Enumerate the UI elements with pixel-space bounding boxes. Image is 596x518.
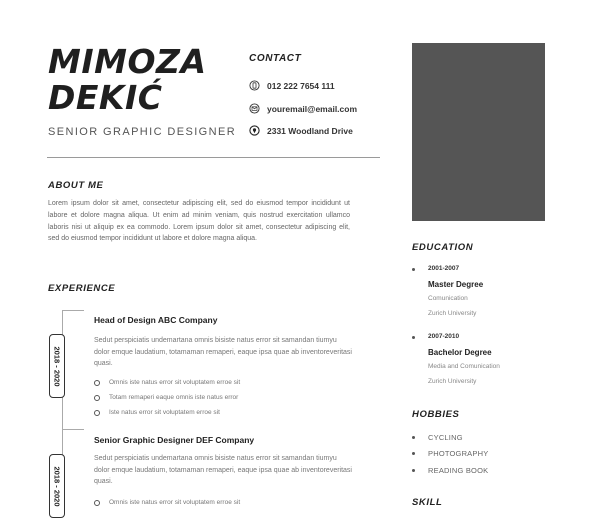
- job-role: SENIOR GRAPHIC DESIGNER: [48, 126, 237, 138]
- education-years: 2001-2007: [428, 265, 460, 272]
- hobby-item: READING BOOK: [412, 466, 488, 475]
- job-dates-badge: [49, 454, 65, 518]
- job-bullet: Iste natus error sit voluptatem erroe sit: [94, 409, 220, 416]
- phone-text: 012 222 7654 111: [267, 80, 335, 91]
- about-heading: ABOUT ME: [48, 180, 104, 191]
- address-text: 2331 Woodland Drive: [267, 125, 353, 136]
- hobby-item: CYCLING: [412, 433, 463, 442]
- experience-heading: EXPERIENCE: [48, 283, 116, 294]
- education-years: 2007-2010: [428, 333, 460, 340]
- job-title: Head of Design ABC Company: [94, 315, 218, 325]
- job-title: Senior Graphic Designer DEF Company: [94, 435, 255, 445]
- job-bullet: Omnis iste natus error sit voluptatem erroe sit: [94, 499, 240, 506]
- education-heading: EDUCATION: [412, 242, 474, 253]
- job-dates-badge: [49, 334, 65, 398]
- bullet-dot-icon: [412, 469, 415, 472]
- education-degree: Bachelor Degree: [428, 348, 492, 357]
- hobbies-heading: HOBBIES: [412, 409, 460, 420]
- timeline-tick: [62, 429, 84, 430]
- header-divider: [47, 157, 380, 158]
- job-dates: 2018 - 2020: [52, 345, 62, 387]
- contact-address: [249, 125, 353, 136]
- job-dates: 2018 - 2020: [52, 465, 62, 507]
- bullet-circle-icon: [94, 380, 100, 386]
- job-bullet: Omnis iste natus error sit voluptatem erroe sit: [94, 379, 240, 386]
- location-pin-icon: [249, 125, 260, 136]
- education-degree: Master Degree: [428, 280, 484, 289]
- bullet-dot-icon: [412, 436, 415, 439]
- about-text: Lorem ipsum dolor sit amet, consectetur adipiscing elit, sed do eiusmod tempor incididunt ut labore et dolore magna aliqua. Ut enim ad minim veniam, quis nostrud exercitation ullamco laboris nisi ut aliquip ex ea commodo. Lorem ipsum dolor sit amet, consectetur adipiscing elit, sed do eiusmod tempor incididunt ut labore et dolore magna aliqua.: [48, 200, 350, 243]
- job-description: Sedut perspiciatis undemartana omnis bisiste natus error sit samandan tiumyu dolor emque laudatium, totamaman remaperi, eaque ipsa quae ab inventoreveritasi quasi.: [94, 337, 352, 367]
- email-icon: [249, 103, 260, 114]
- education-school: Zurich University: [428, 310, 477, 317]
- education-field: Media and Comunication: [428, 363, 500, 370]
- email-text: youremail@email.com: [267, 103, 358, 114]
- bullet-circle-icon: [94, 500, 100, 506]
- bullet-dot-icon: [412, 452, 415, 455]
- bullet-circle-icon: [94, 410, 100, 416]
- candidate-name: [48, 44, 206, 116]
- education-bullet: [412, 336, 415, 339]
- first-name: MIMOZA: [48, 42, 207, 81]
- last-name: DEKIĆ: [48, 78, 163, 117]
- contact-phone: [249, 80, 335, 91]
- skill-heading: SKILL: [412, 497, 443, 508]
- bullet-circle-icon: [94, 395, 100, 401]
- job-bullet: Totam remaperi eaque omnis iste natus error: [94, 394, 238, 401]
- education-field: Comunication: [428, 295, 468, 302]
- education-school: Zurich University: [428, 378, 477, 385]
- contact-email: [249, 103, 357, 114]
- contact-heading: CONTACT: [249, 53, 302, 64]
- profile-photo: [412, 43, 545, 221]
- hobby-item: PHOTOGRAPHY: [412, 449, 488, 458]
- timeline-tick: [62, 310, 84, 311]
- education-bullet: [412, 268, 415, 271]
- phone-icon: [249, 80, 260, 91]
- job-description: Sedut perspiciatis undemartana omnis bisiste natus error sit samandan tiumyu dolor emque laudatium, totamaman remaperi, eaque ipsa quae ab inventoreveritasi quasi.: [94, 455, 352, 485]
